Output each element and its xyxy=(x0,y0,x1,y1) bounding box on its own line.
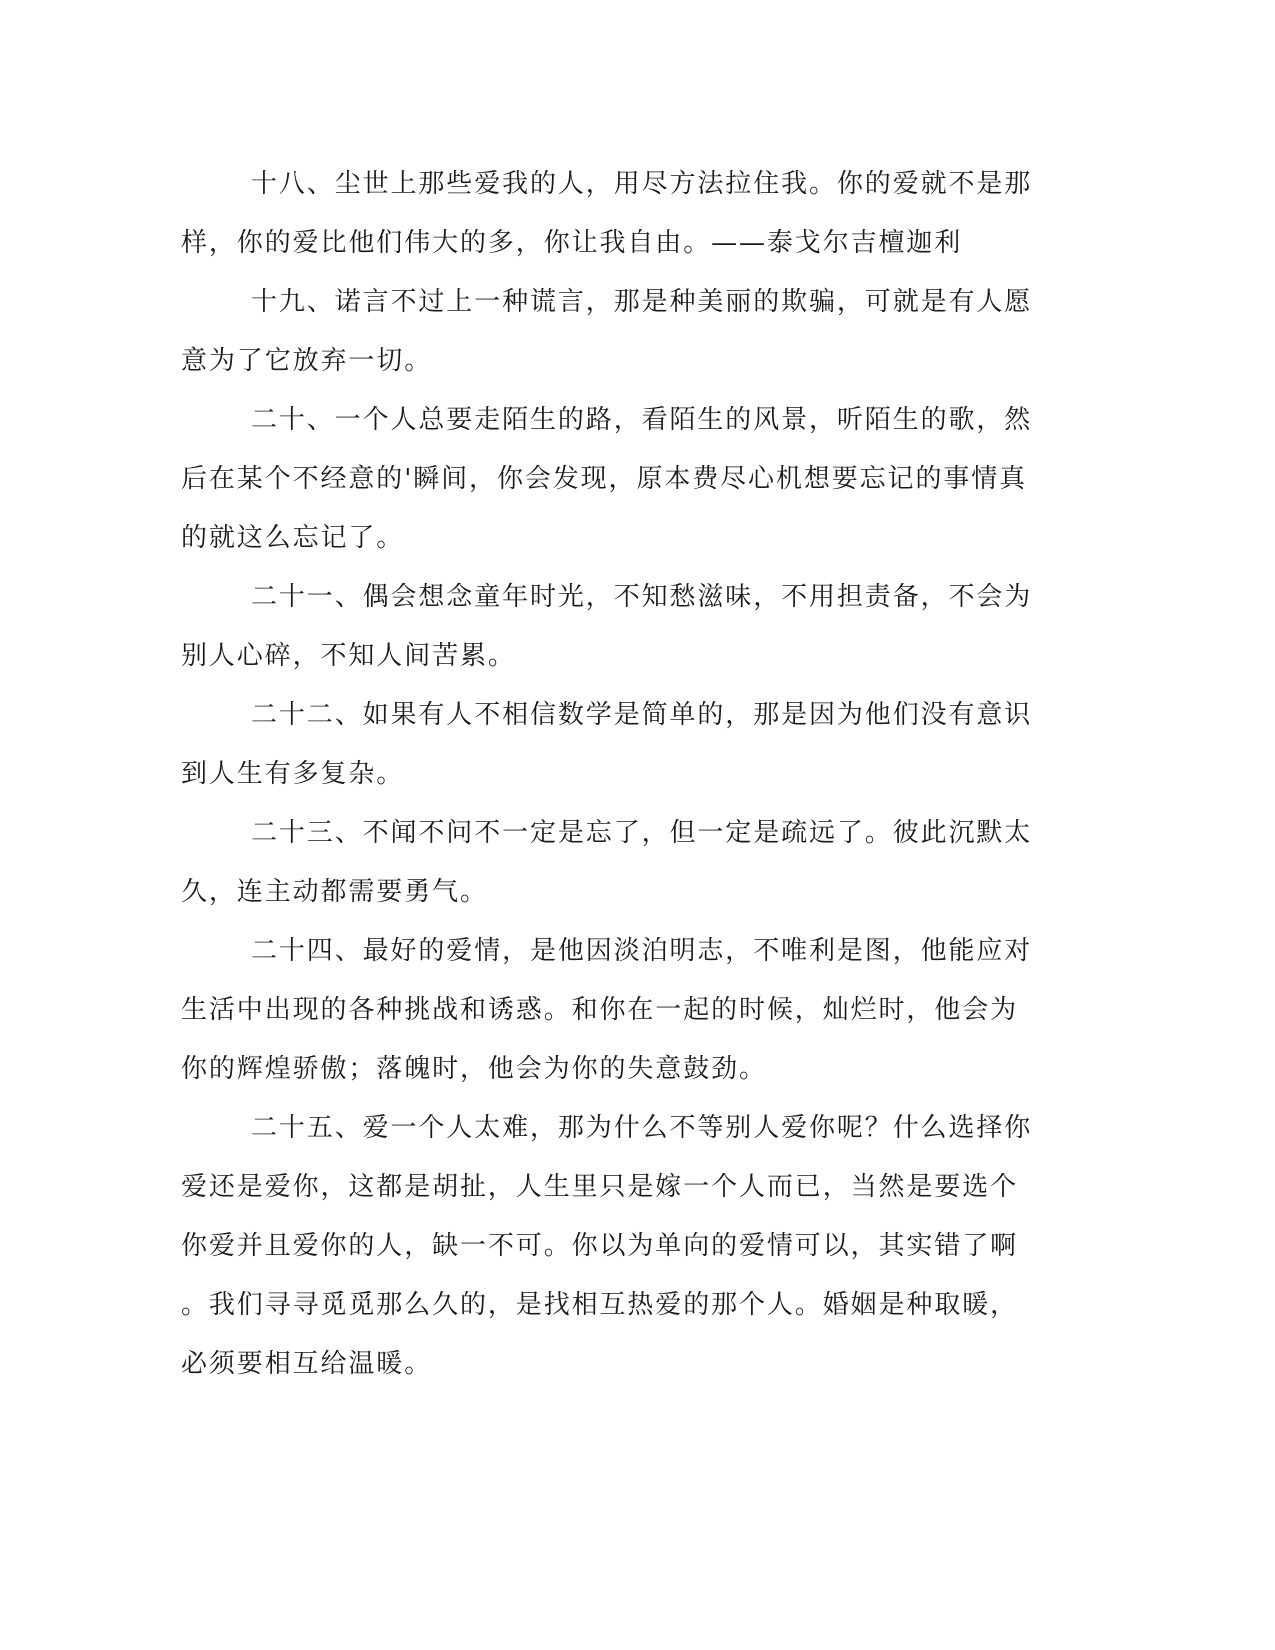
text-line: 十九、诺言不过上一种谎言，那是种美丽的欺骗，可就是有人愿 xyxy=(251,287,1033,317)
text-line: 别人心碎，不知人间苦累。 xyxy=(181,641,516,671)
text-line: 二十三、不闻不问不一定是忘了，但一定是疏远了。彼此沉默太 xyxy=(251,818,1033,848)
text-line: 样，你的爱比他们伟大的多，你让我自由。——泰戈尔吉檀迦利 xyxy=(181,228,963,258)
text-line: 必须要相互给温暖。 xyxy=(181,1349,433,1379)
text-line: 爱还是爱你，这都是胡扯，人生里只是嫁一个人而已，当然是要选个 xyxy=(181,1172,1019,1202)
text-line: 二十一、偶会想念童年时光，不知愁滋味，不用担责备，不会为 xyxy=(251,582,1033,612)
text-line: 二十、一个人总要走陌生的路，看陌生的风景，听陌生的歌，然 xyxy=(251,405,1033,435)
text-line: 十八、尘世上那些爱我的人，用尽方法拉住我。你的爱就不是那 xyxy=(251,169,1033,199)
text-line: 意为了它放弃一切。 xyxy=(181,346,433,376)
text-line: 久，连主动都需要勇气。 xyxy=(181,877,488,907)
text-line: 你爱并且爱你的人，缺一不可。你以为单向的爱情可以，其实错了啊 xyxy=(181,1231,1019,1261)
text-line: 的就这么忘记了。 xyxy=(181,523,405,553)
text-line: 生活中出现的各种挑战和诱惑。和你在一起的时候，灿烂时，他会为 xyxy=(181,995,1019,1025)
text-line: 后在某个不经意的'瞬间，你会发现，原本费尽心机想要忘记的事情真 xyxy=(181,464,1028,494)
text-line: 二十四、最好的爱情，是他因淡泊明志，不唯利是图，他能应对 xyxy=(251,936,1033,966)
text-line: 到人生有多复杂。 xyxy=(181,759,405,789)
text-line: 二十五、爱一个人太难，那为什么不等别人爱你呢？什么选择你 xyxy=(251,1113,1033,1143)
document-body xyxy=(181,155,1033,1394)
text-line: 你的辉煌骄傲；落魄时，他会为你的失意鼓劲。 xyxy=(181,1054,767,1084)
text-line: 二十二、如果有人不相信数学是简单的，那是因为他们没有意识 xyxy=(251,700,1033,730)
text-line: 。我们寻寻觅觅那么久的，是找相互热爱的那个人。婚姻是种取暖， xyxy=(181,1290,1019,1320)
